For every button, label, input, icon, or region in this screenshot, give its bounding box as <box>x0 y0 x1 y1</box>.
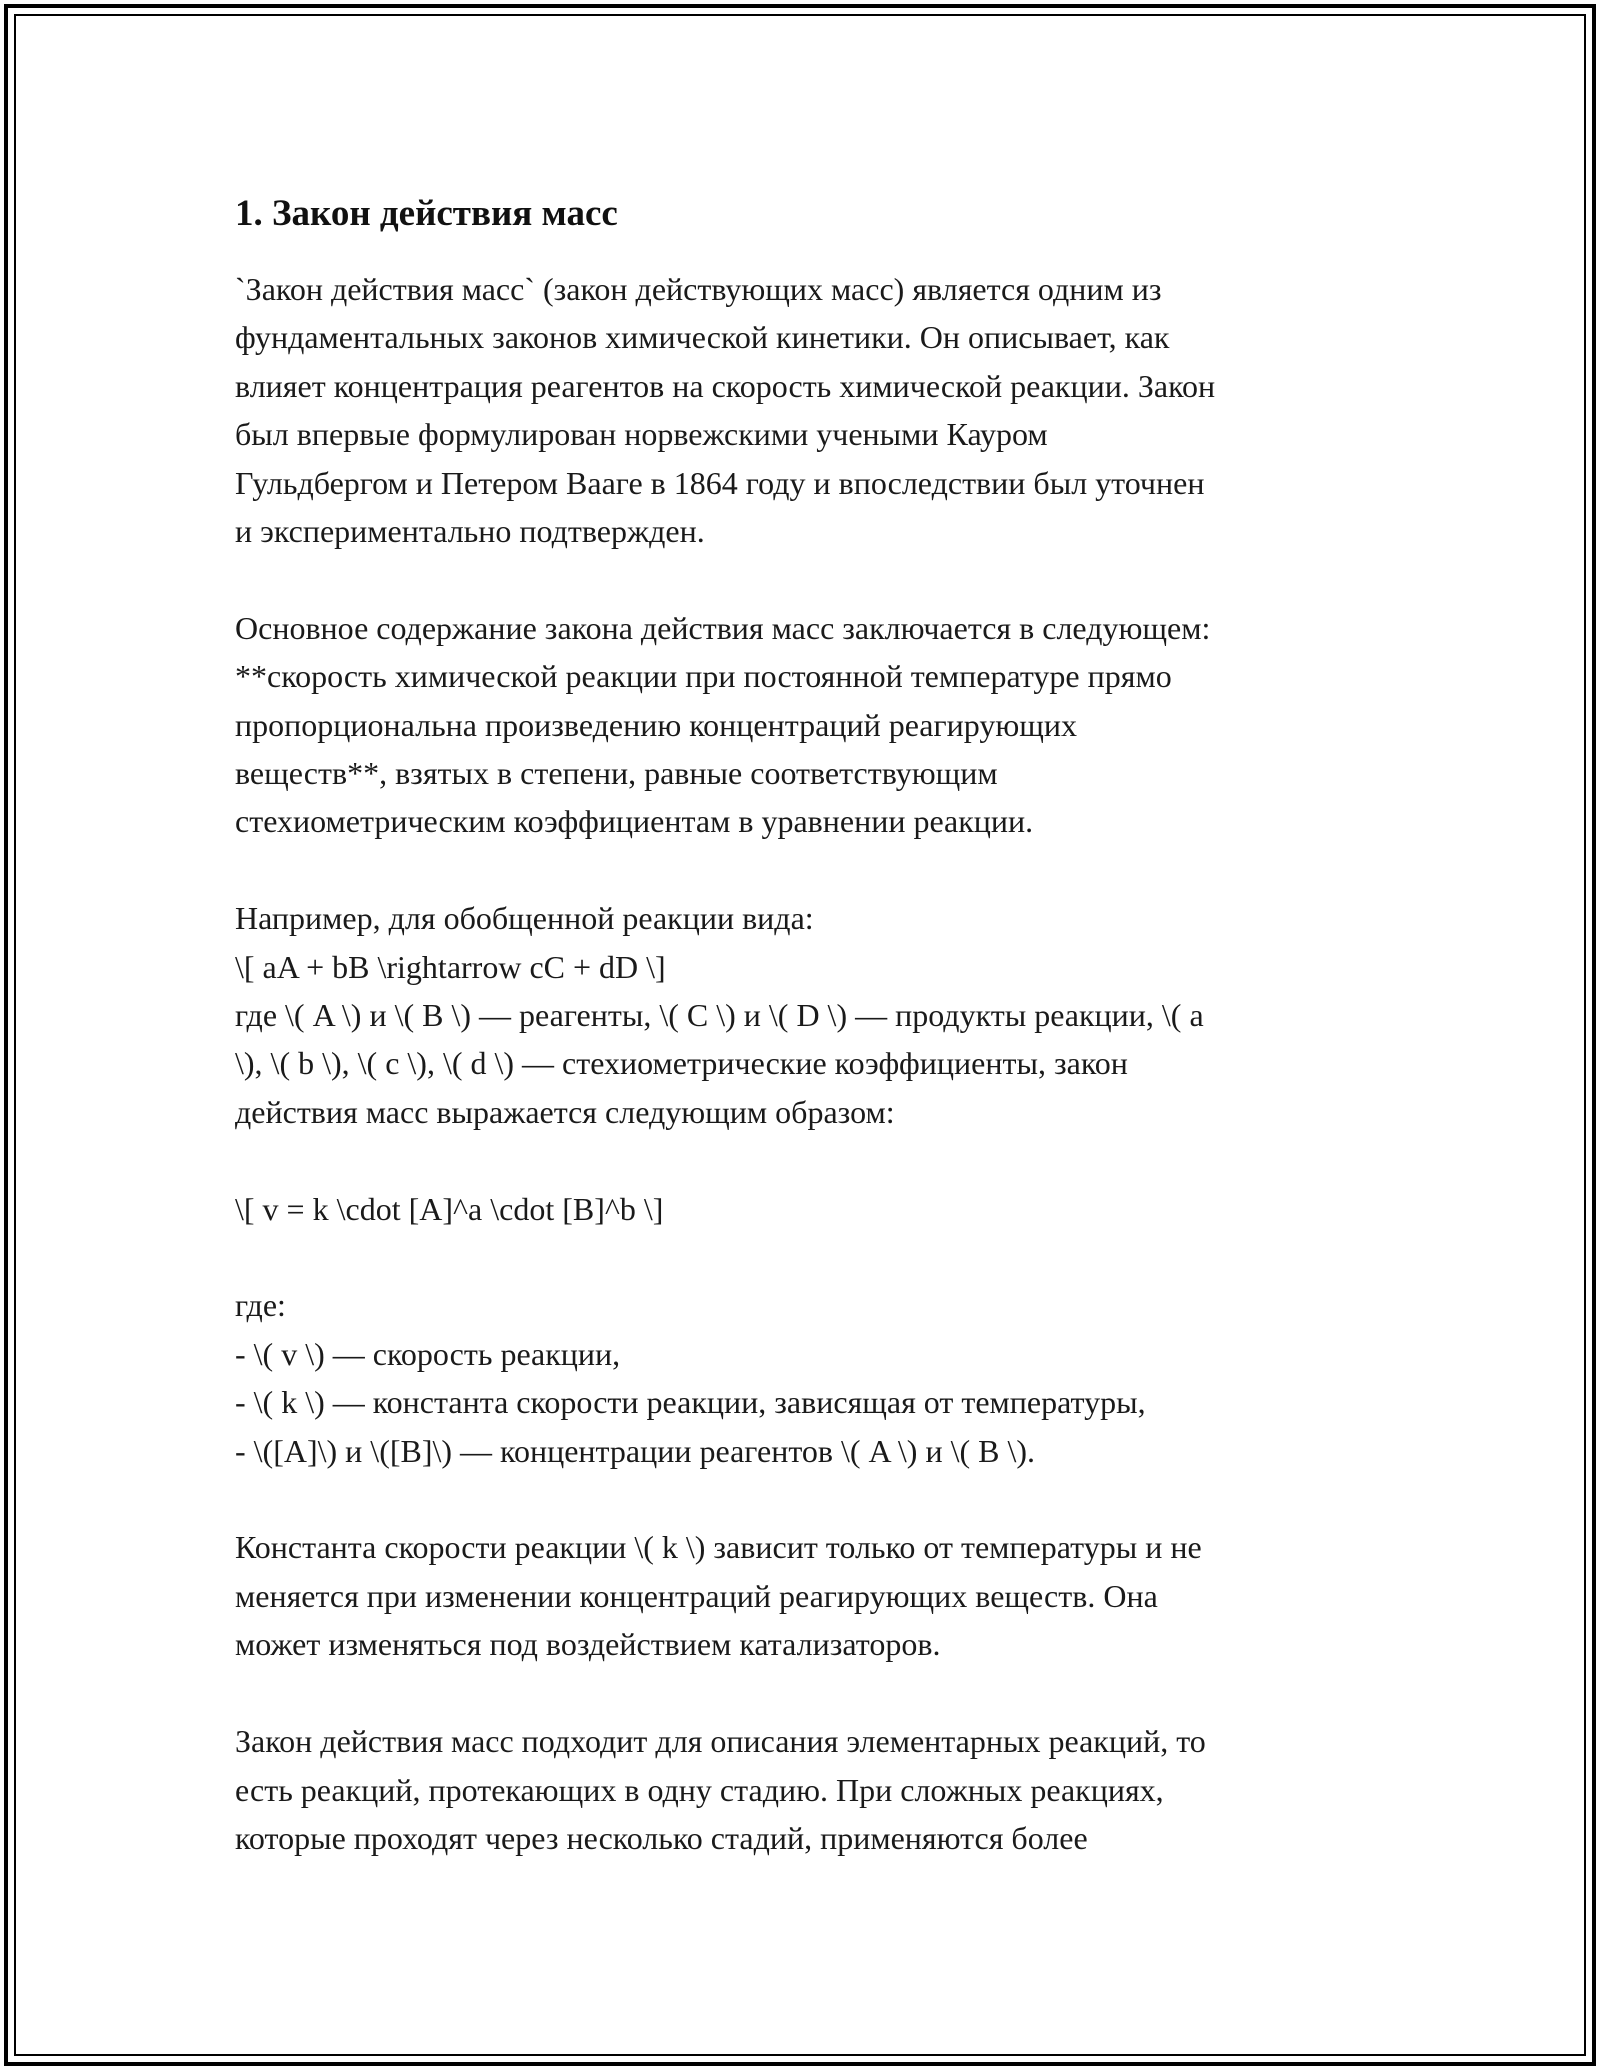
text-line: меняется при изменении концентраций реагирующих веществ. Она <box>235 1577 1158 1614</box>
text-line: `Закон действия масс` (закон действующих масс) является одним из <box>235 271 1162 307</box>
text-line: Закон действия масс подходит для описания элементарных реакций, то <box>235 1723 1206 1760</box>
text-line: влияет концентрация реагентов на скорость химической реакции. Закон <box>235 367 1216 404</box>
text-line: фундаментальных законов химической кинетики. Он описывает, как <box>235 319 1170 356</box>
paragraph <box>235 1281 1375 1475</box>
text-line: Константа скорости реакции \( k \) зависит только от температуры и не <box>235 1529 1202 1566</box>
text-line: стехиометрическим коэффициентам в уравнении реакции. <box>235 803 1034 840</box>
text-line: - \( v \) — скорость реакции, <box>235 1335 621 1372</box>
section-title: 1. Закон действия масс <box>235 193 618 234</box>
paragraph <box>235 1523 1375 1668</box>
text-line: \[ aA + bB \rightarrow cC + dD \] <box>235 948 666 985</box>
paragraph <box>235 894 1375 1136</box>
paragraph <box>235 1185 1375 1233</box>
text-line: - \( k \) — константа скорости реакции, зависящая от температуры, <box>235 1384 1146 1421</box>
text-line: где \( A \) и \( B \) — реагенты, \( C \) и \( D \) — продукты реакции, \( a <box>235 997 1204 1034</box>
text-line: был впервые формулирован норвежскими учеными Кауром <box>235 416 1048 453</box>
text-line: пропорциональна произведению концентраций реагирующих <box>235 706 1077 743</box>
text-line: \[ v = k \cdot [A]^a \cdot [B]^b \] <box>235 1190 664 1227</box>
text-line: - \([A]\) и \([B]\) — концентрации реагентов \( A \) и \( B \). <box>235 1432 1035 1469</box>
paragraph <box>235 265 1375 555</box>
paragraph <box>235 604 1375 846</box>
text-line: \), \( b \), \( c \), \( d \) — стехиометрические коэффициенты, закон <box>235 1045 1128 1082</box>
text-line: веществ**, взятых в степени, равные соответствующим <box>235 755 998 792</box>
text-line: может изменяться под воздействием катализаторов. <box>235 1626 941 1663</box>
text-line: Например, для обобщенной реакции вида: <box>235 900 814 937</box>
text-line: Основное содержание закона действия масс заключается в следующем: <box>235 609 1211 646</box>
text-line: есть реакций, протекающих в одну стадию. При сложных реакциях, <box>235 1771 1164 1808</box>
text-line: которые проходят через несколько стадий, применяются более <box>235 1819 1088 1856</box>
document-body <box>235 185 1375 1911</box>
text-line: и экспериментально подтвержден. <box>235 513 705 550</box>
paragraph-container <box>235 265 1375 1862</box>
text-line: **скорость химической реакции при постоянной температуре прямо <box>235 658 1172 695</box>
text-line: где: <box>235 1287 286 1324</box>
text-line: Гульдбергом и Петером Вааге в 1864 году и впоследствии был уточнен <box>235 464 1205 501</box>
paragraph <box>235 1717 1375 1862</box>
text-line: действия масс выражается следующим образом: <box>235 1093 895 1130</box>
